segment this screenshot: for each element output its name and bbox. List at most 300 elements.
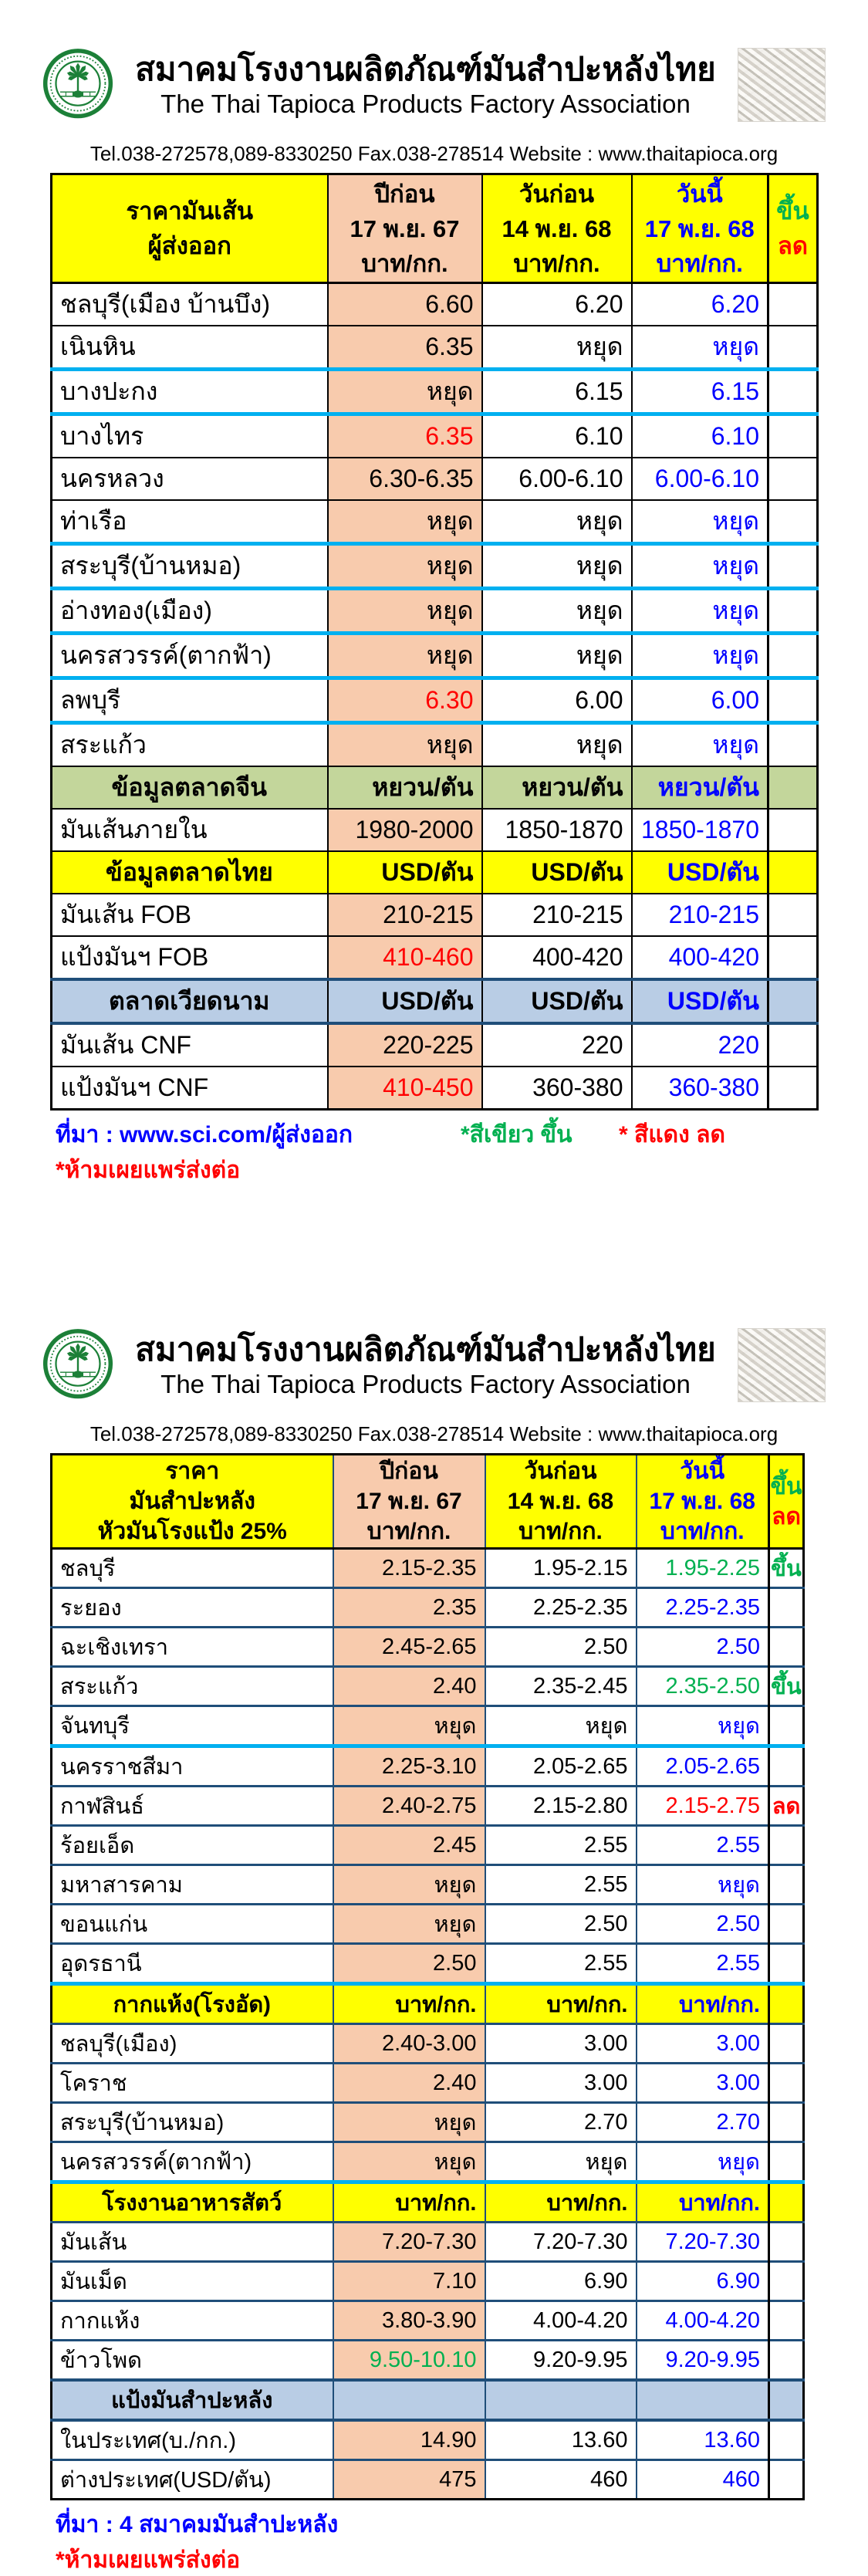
today-cell: 13.60 bbox=[637, 2420, 769, 2460]
prev-day-cell: 6.00-6.10 bbox=[482, 458, 632, 500]
prev-year-cell: 14.90 bbox=[333, 2420, 485, 2460]
row-label-cell: ต่างประเทศ(USD/ตัน) bbox=[52, 2460, 333, 2500]
row-label-cell: โคราช bbox=[52, 2064, 333, 2103]
prev-day-cell: 210-215 bbox=[482, 894, 632, 936]
prev-year-cell: 7.20-7.30 bbox=[333, 2223, 485, 2262]
col-header-prev-day bbox=[485, 1455, 637, 1549]
prev-year-cell: USD/ตัน bbox=[328, 851, 482, 894]
root-price-table bbox=[50, 1453, 805, 2500]
data-row bbox=[52, 1826, 804, 1865]
up-label: ขึ้น bbox=[776, 198, 809, 225]
prev-day-cell: หยุด bbox=[482, 723, 632, 767]
header-line: บาท/กก. bbox=[660, 1519, 745, 1544]
prev-year-cell: หยุด bbox=[328, 634, 482, 678]
prev-year-cell: 210-215 bbox=[328, 894, 482, 936]
prev-year-cell: หยุด bbox=[333, 2103, 485, 2142]
prev-year-cell: หยุด bbox=[333, 1905, 485, 1944]
row-label-cell: กากแห้ง bbox=[52, 2301, 333, 2341]
association-logo bbox=[42, 48, 113, 122]
today-cell: หยุด bbox=[632, 634, 768, 678]
association-logo bbox=[42, 1328, 113, 1402]
today-cell: 6.90 bbox=[637, 2262, 769, 2301]
change-cell bbox=[768, 766, 818, 809]
today-cell: 210-215 bbox=[632, 894, 768, 936]
today-cell: 1850-1870 bbox=[632, 809, 768, 851]
org-name-english: The Thai Tapioca Products Factory Association bbox=[160, 90, 691, 118]
change-cell bbox=[768, 936, 818, 979]
header-line: บาท/กก. bbox=[366, 1519, 451, 1544]
today-cell: หยุด bbox=[637, 1706, 769, 1746]
change-cell bbox=[769, 2223, 804, 2262]
prev-day-cell: หยุด bbox=[482, 326, 632, 370]
row-label-cell: นครหลวง bbox=[52, 458, 328, 500]
header-line: 14 พ.ย. 68 bbox=[502, 215, 612, 242]
change-cell bbox=[768, 723, 818, 767]
col-header-today bbox=[632, 174, 768, 283]
today-cell: หยุด bbox=[637, 1865, 769, 1905]
section-row bbox=[52, 2380, 804, 2420]
section-row bbox=[52, 2182, 804, 2223]
data-row bbox=[52, 894, 818, 936]
data-row bbox=[52, 326, 818, 370]
prev-year-cell: 3.80-3.90 bbox=[333, 2301, 485, 2341]
today-cell: 2.55 bbox=[637, 1826, 769, 1865]
prev-day-cell: หยุด bbox=[482, 500, 632, 544]
section-row bbox=[52, 766, 818, 809]
org-titles bbox=[135, 1330, 715, 1400]
col-header-prev-year bbox=[328, 174, 482, 283]
prev-year-cell: หยุด bbox=[328, 500, 482, 544]
col-header-product bbox=[52, 174, 328, 283]
today-cell: 3.00 bbox=[637, 2024, 769, 2064]
change-cell bbox=[769, 2103, 804, 2142]
today-cell: หยุด bbox=[632, 589, 768, 634]
change-cell bbox=[769, 2301, 804, 2341]
prev-day-cell: 220 bbox=[482, 1023, 632, 1067]
today-cell: หยุด bbox=[632, 723, 768, 767]
header-line: บาท/กก. bbox=[518, 1519, 603, 1544]
prev-day-cell: หยุด bbox=[482, 634, 632, 678]
row-label-cell: มันเส้น bbox=[52, 2223, 333, 2262]
change-cell bbox=[769, 2024, 804, 2064]
data-row bbox=[52, 1667, 804, 1706]
today-cell: 9.20-9.95 bbox=[637, 2341, 769, 2381]
row-label-cell: ขอนแก่น bbox=[52, 1905, 333, 1944]
row-label-cell: มันเม็ด bbox=[52, 2262, 333, 2301]
down-label: ลด bbox=[777, 232, 809, 259]
row-label-cell: แป้งมันฯ CNF bbox=[52, 1067, 328, 1110]
data-row bbox=[52, 678, 818, 723]
today-cell: 4.00-4.20 bbox=[637, 2301, 769, 2341]
row-label-cell: แป้งมันฯ FOB bbox=[52, 936, 328, 979]
data-row bbox=[52, 2024, 804, 2064]
row-label-cell: เนินหิน bbox=[52, 326, 328, 370]
no-forward-warning: *ห้ามเผยแพร่ส่งต่อ bbox=[56, 2547, 241, 2573]
section-row bbox=[52, 979, 818, 1023]
footnotes bbox=[56, 1120, 868, 1186]
prev-day-cell: หยุด bbox=[482, 544, 632, 589]
row-label-cell: ชลบุรี(เมือง บ้านบึง) bbox=[52, 283, 328, 326]
change-cell bbox=[769, 2341, 804, 2381]
row-label-cell: อ่างทอง(เมือง) bbox=[52, 589, 328, 634]
prev-day-cell: หยุด bbox=[485, 1706, 637, 1746]
prev-day-cell: บาท/กก. bbox=[485, 1984, 637, 2024]
data-row bbox=[52, 2142, 804, 2182]
row-label-cell: อุดรธานี bbox=[52, 1944, 333, 1984]
org-name-thai: สมาคมโรงงานผลิตภัณฑ์มันสำปะหลังไทย bbox=[135, 51, 716, 87]
prev-year-cell: 2.25-3.10 bbox=[333, 1746, 485, 1787]
prev-year-cell: หยวน/ตัน bbox=[328, 766, 482, 809]
prev-year-cell: หยุด bbox=[328, 370, 482, 414]
header-line: หัวมันโรงแป้ง 25% bbox=[97, 1519, 287, 1544]
header-line: วันก่อน bbox=[518, 180, 595, 208]
change-cell bbox=[768, 1067, 818, 1110]
change-cell bbox=[768, 809, 818, 851]
header-line: มันสำปะหลัง bbox=[129, 1489, 255, 1514]
prev-year-cell: หยุด bbox=[328, 589, 482, 634]
row-label-cell: จันทบุรี bbox=[52, 1706, 333, 1746]
change-cell bbox=[769, 1706, 804, 1746]
prev-year-cell: 2.50 bbox=[333, 1944, 485, 1984]
change-cell bbox=[768, 414, 818, 458]
change-cell: ลด bbox=[769, 1787, 804, 1826]
prev-day-cell: 2.50 bbox=[485, 1905, 637, 1944]
change-cell bbox=[769, 2420, 804, 2460]
legend-down: * สีแดง ลด bbox=[619, 1122, 725, 1148]
data-row bbox=[52, 414, 818, 458]
no-forward-warning: *ห้ามเผยแพร่ส่งต่อ bbox=[56, 1158, 241, 1183]
prev-day-cell: 13.60 bbox=[485, 2420, 637, 2460]
table-body bbox=[52, 283, 818, 1110]
prev-year-cell: 7.10 bbox=[333, 2262, 485, 2301]
row-label-cell: ชลบุรี(เมือง) bbox=[52, 2024, 333, 2064]
source-note: ที่มา : 4 สมาคมมันสำปะหลัง bbox=[56, 2512, 339, 2537]
col-header-product bbox=[52, 1455, 333, 1549]
row-label-cell: สระบุรี(บ้านหมอ) bbox=[52, 544, 328, 589]
prev-day-cell bbox=[485, 2380, 637, 2420]
col-header-today bbox=[637, 1455, 769, 1549]
row-label-cell: ฉะเชิงเทรา bbox=[52, 1628, 333, 1667]
prev-year-cell: หยุด bbox=[328, 544, 482, 589]
today-cell: บาท/กก. bbox=[637, 2182, 769, 2223]
prev-year-cell: หยุด bbox=[328, 723, 482, 767]
org-header bbox=[0, 1316, 868, 1415]
data-row bbox=[52, 2223, 804, 2262]
org-titles bbox=[135, 50, 715, 120]
change-cell bbox=[769, 1826, 804, 1865]
header-line: ปีก่อน bbox=[374, 180, 435, 208]
prev-day-cell: 6.20 bbox=[482, 283, 632, 326]
change-cell bbox=[768, 894, 818, 936]
row-label-cell: ข้อมูลตลาดจีน bbox=[52, 766, 328, 809]
data-row bbox=[52, 2262, 804, 2301]
row-label-cell: นครสวรรค์(ตากฟ้า) bbox=[52, 634, 328, 678]
change-cell bbox=[769, 1746, 804, 1787]
change-cell bbox=[769, 1865, 804, 1905]
export-chip-price-table bbox=[50, 173, 819, 1111]
legend-up: *สีเขียว ขึ้น bbox=[461, 1122, 572, 1148]
data-row bbox=[52, 1549, 804, 1588]
org-header bbox=[0, 35, 868, 134]
today-cell: 6.15 bbox=[632, 370, 768, 414]
row-label-cell: ตลาดเวียดนาม bbox=[52, 979, 328, 1023]
prev-year-cell: หยุด bbox=[333, 1865, 485, 1905]
prev-year-cell: 6.30 bbox=[328, 678, 482, 723]
today-cell bbox=[637, 2380, 769, 2420]
prev-year-cell: USD/ตัน bbox=[328, 979, 482, 1023]
section-row bbox=[52, 1984, 804, 2024]
change-cell bbox=[768, 634, 818, 678]
prev-year-cell bbox=[333, 2380, 485, 2420]
change-cell bbox=[769, 2064, 804, 2103]
change-cell: ขึ้น bbox=[771, 1557, 802, 1581]
prev-day-cell: 400-420 bbox=[482, 936, 632, 979]
row-label-cell: โรงงานอาหารสัตว์ bbox=[52, 2182, 333, 2223]
down-label: ลด bbox=[772, 1503, 801, 1530]
tapioca-chips-photo bbox=[738, 1328, 826, 1402]
data-row bbox=[52, 2301, 804, 2341]
prev-day-cell: USD/ตัน bbox=[482, 979, 632, 1023]
today-cell: 2.15-2.75 bbox=[637, 1787, 769, 1826]
today-cell: หยวน/ตัน bbox=[632, 766, 768, 809]
contact-line: Tel.038-272578,089-8330250 Fax.038-278514 Website : www.thaitapioca.org bbox=[90, 1422, 778, 1445]
today-cell: หยุด bbox=[632, 544, 768, 589]
prev-day-cell: 2.55 bbox=[485, 1826, 637, 1865]
org-name-thai: สมาคมโรงงานผลิตภัณฑ์มันสำปะหลังไทย bbox=[135, 1331, 716, 1367]
today-cell: หยุด bbox=[637, 2142, 769, 2182]
prev-day-cell: 2.15-2.80 bbox=[485, 1787, 637, 1826]
data-row bbox=[52, 544, 818, 589]
prev-day-cell: หยวน/ตัน bbox=[482, 766, 632, 809]
data-row bbox=[52, 2460, 804, 2500]
prev-day-cell: 3.00 bbox=[485, 2024, 637, 2064]
data-row bbox=[52, 370, 818, 414]
row-label-cell: สระแก้ว bbox=[52, 723, 328, 767]
change-cell bbox=[768, 589, 818, 634]
today-cell: 2.55 bbox=[637, 1944, 769, 1984]
today-cell: USD/ตัน bbox=[632, 979, 768, 1023]
row-label-cell: แป้งมันสำปะหลัง bbox=[52, 2380, 333, 2420]
prev-year-cell: 6.30-6.35 bbox=[328, 458, 482, 500]
prev-year-cell: 6.35 bbox=[328, 414, 482, 458]
header-line: บาท/กก. bbox=[656, 249, 743, 277]
prev-year-cell: 410-450 bbox=[328, 1067, 482, 1110]
change-cell bbox=[769, 1905, 804, 1944]
prev-day-cell: 1.95-2.15 bbox=[485, 1549, 637, 1588]
today-cell: 6.00 bbox=[632, 678, 768, 723]
header-line: วันนี้ bbox=[680, 1459, 725, 1484]
row-label-cell: มันเส้น CNF bbox=[52, 1023, 328, 1067]
prev-day-cell: 2.50 bbox=[485, 1628, 637, 1667]
data-row bbox=[52, 1787, 804, 1826]
source-note: ที่มา : www.sci.com/ผู้ส่งออก bbox=[56, 1122, 353, 1148]
today-cell: 1.95-2.25 bbox=[637, 1549, 769, 1588]
prev-day-cell: 6.10 bbox=[482, 414, 632, 458]
table-body bbox=[52, 1549, 804, 2500]
data-row bbox=[52, 1746, 804, 1787]
change-cell bbox=[769, 2380, 804, 2420]
row-label-cell: สระแก้ว bbox=[52, 1667, 333, 1706]
prev-year-cell: 2.35 bbox=[333, 1588, 485, 1628]
prev-year-cell: 2.45-2.65 bbox=[333, 1628, 485, 1667]
prev-year-cell: หยุด bbox=[333, 1706, 485, 1746]
row-label-cell: นครสวรรค์(ตากฟ้า) bbox=[52, 2142, 333, 2182]
row-label-cell: นครราชสีมา bbox=[52, 1746, 333, 1787]
prev-year-cell: 2.40 bbox=[333, 2064, 485, 2103]
today-cell: 2.50 bbox=[637, 1905, 769, 1944]
table-header-row bbox=[52, 1455, 804, 1549]
data-row bbox=[52, 2420, 804, 2460]
data-row bbox=[52, 2341, 804, 2381]
today-cell: 360-380 bbox=[632, 1067, 768, 1110]
change-cell bbox=[769, 2182, 804, 2223]
row-label-cell: ร้อยเอ็ด bbox=[52, 1826, 333, 1865]
prev-day-cell: 9.20-9.95 bbox=[485, 2341, 637, 2381]
contact-line: Tel.038-272578,089-8330250 Fax.038-278514 Website : www.thaitapioca.org bbox=[90, 142, 778, 165]
prev-year-cell: 475 bbox=[333, 2460, 485, 2500]
today-cell: 3.00 bbox=[637, 2064, 769, 2103]
today-cell: หยุด bbox=[632, 326, 768, 370]
today-cell: 2.70 bbox=[637, 2103, 769, 2142]
prev-day-cell: 1850-1870 bbox=[482, 809, 632, 851]
today-cell: หยุด bbox=[632, 500, 768, 544]
prev-day-cell: 3.00 bbox=[485, 2064, 637, 2103]
header-line: 14 พ.ย. 68 bbox=[507, 1489, 614, 1514]
prev-year-cell: 2.40 bbox=[333, 1667, 485, 1706]
prev-day-cell: 6.15 bbox=[482, 370, 632, 414]
col-header-prev-day bbox=[482, 174, 632, 283]
row-label-cell: ชลบุรี bbox=[52, 1549, 333, 1588]
change-cell bbox=[769, 1984, 804, 2024]
data-row bbox=[52, 2064, 804, 2103]
header-line: บาท/กก. bbox=[513, 249, 600, 277]
change-cell bbox=[768, 678, 818, 723]
change-cell bbox=[768, 370, 818, 414]
row-label-cell: ข้าวโพด bbox=[52, 2341, 333, 2381]
prev-year-cell: 1980-2000 bbox=[328, 809, 482, 851]
data-row bbox=[52, 2103, 804, 2142]
data-row bbox=[52, 1588, 804, 1628]
prev-day-cell: 2.25-2.35 bbox=[485, 1588, 637, 1628]
prev-day-cell: 6.00 bbox=[482, 678, 632, 723]
prev-day-cell: USD/ตัน bbox=[482, 851, 632, 894]
footnotes bbox=[56, 2510, 868, 2576]
data-row bbox=[52, 634, 818, 678]
prev-day-cell: 460 bbox=[485, 2460, 637, 2500]
row-label-cell: มหาสารคาม bbox=[52, 1865, 333, 1905]
prev-day-cell: 4.00-4.20 bbox=[485, 2301, 637, 2341]
up-label: ขึ้น bbox=[770, 1473, 802, 1499]
prev-day-cell: 6.90 bbox=[485, 2262, 637, 2301]
col-header-change bbox=[769, 1455, 804, 1549]
change-cell bbox=[768, 1023, 818, 1067]
prev-year-cell: 9.50-10.10 bbox=[333, 2341, 485, 2381]
header-line: 17 พ.ย. 67 bbox=[350, 215, 460, 242]
prev-day-cell: 2.05-2.65 bbox=[485, 1746, 637, 1787]
org-name-english: The Thai Tapioca Products Factory Association bbox=[160, 1370, 691, 1398]
prev-year-cell: 6.60 bbox=[328, 283, 482, 326]
today-cell: 2.05-2.65 bbox=[637, 1746, 769, 1787]
data-row bbox=[52, 500, 818, 544]
data-row bbox=[52, 936, 818, 979]
prev-day-cell: หยุด bbox=[485, 2142, 637, 2182]
change-cell bbox=[768, 500, 818, 544]
row-label-cell: ในประเทศ(บ./กก.) bbox=[52, 2420, 333, 2460]
row-label-cell: ข้อมูลตลาดไทย bbox=[52, 851, 328, 894]
today-cell: 2.35-2.50 bbox=[637, 1667, 769, 1706]
change-cell bbox=[769, 2262, 804, 2301]
prev-year-cell: 6.35 bbox=[328, 326, 482, 370]
change-cell bbox=[768, 544, 818, 589]
table-header-row bbox=[52, 174, 818, 283]
header-line: ราคา bbox=[165, 1459, 220, 1484]
change-cell bbox=[769, 1628, 804, 1667]
prev-year-cell: 2.40-2.75 bbox=[333, 1787, 485, 1826]
today-cell: USD/ตัน bbox=[632, 851, 768, 894]
row-label-cell: ลพบุรี bbox=[52, 678, 328, 723]
data-row bbox=[52, 283, 818, 326]
col-header-prev-year bbox=[333, 1455, 485, 1549]
row-label-cell: กาฬสินธ์ bbox=[52, 1787, 333, 1826]
prev-day-cell: 360-380 bbox=[482, 1067, 632, 1110]
change-cell bbox=[769, 2142, 804, 2182]
today-cell: 220 bbox=[632, 1023, 768, 1067]
today-cell: บาท/กก. bbox=[637, 1984, 769, 2024]
data-row bbox=[52, 809, 818, 851]
data-row bbox=[52, 1865, 804, 1905]
data-row bbox=[52, 723, 818, 767]
change-cell bbox=[768, 458, 818, 500]
row-label-cell: มันเส้น FOB bbox=[52, 894, 328, 936]
prev-day-cell: บาท/กก. bbox=[485, 2182, 637, 2223]
row-label-cell: บางปะกง bbox=[52, 370, 328, 414]
section-row bbox=[52, 851, 818, 894]
header-line: 17 พ.ย. 68 bbox=[644, 215, 755, 242]
data-row bbox=[52, 1023, 818, 1067]
today-cell: 6.00-6.10 bbox=[632, 458, 768, 500]
prev-year-cell: 220-225 bbox=[328, 1023, 482, 1067]
data-row bbox=[52, 1944, 804, 1984]
header-line: ปีก่อน bbox=[380, 1459, 438, 1484]
price-report-roots bbox=[0, 1316, 868, 2576]
prev-day-cell: 7.20-7.30 bbox=[485, 2223, 637, 2262]
tapioca-chips-photo bbox=[738, 48, 826, 122]
prev-year-cell: บาท/กก. bbox=[333, 2182, 485, 2223]
header-line: วันนี้ bbox=[676, 180, 723, 208]
today-cell: 460 bbox=[637, 2460, 769, 2500]
prev-day-cell: 2.35-2.45 bbox=[485, 1667, 637, 1706]
prev-year-cell: 410-460 bbox=[328, 936, 482, 979]
header-line: 17 พ.ย. 67 bbox=[356, 1489, 462, 1514]
header-line: 17 พ.ย. 68 bbox=[649, 1489, 755, 1514]
prev-day-cell: 2.55 bbox=[485, 1865, 637, 1905]
row-label-cell: กากแห้ง(โรงอัด) bbox=[52, 1984, 333, 2024]
change-cell bbox=[769, 2460, 804, 2500]
change-cell bbox=[768, 851, 818, 894]
row-label-cell: ระยอง bbox=[52, 1588, 333, 1628]
header-line: ผู้ส่งออก bbox=[147, 232, 231, 259]
data-row bbox=[52, 1628, 804, 1667]
change-cell bbox=[768, 979, 818, 1023]
today-cell: 400-420 bbox=[632, 936, 768, 979]
data-row bbox=[52, 589, 818, 634]
change-cell: ขึ้น bbox=[769, 1667, 804, 1706]
today-cell: 6.20 bbox=[632, 283, 768, 326]
prev-year-cell: 2.40-3.00 bbox=[333, 2024, 485, 2064]
prev-year-cell: บาท/กก. bbox=[333, 1984, 485, 2024]
row-label-cell: สระบุรี(บ้านหมอ) bbox=[52, 2103, 333, 2142]
data-row bbox=[52, 1067, 818, 1110]
